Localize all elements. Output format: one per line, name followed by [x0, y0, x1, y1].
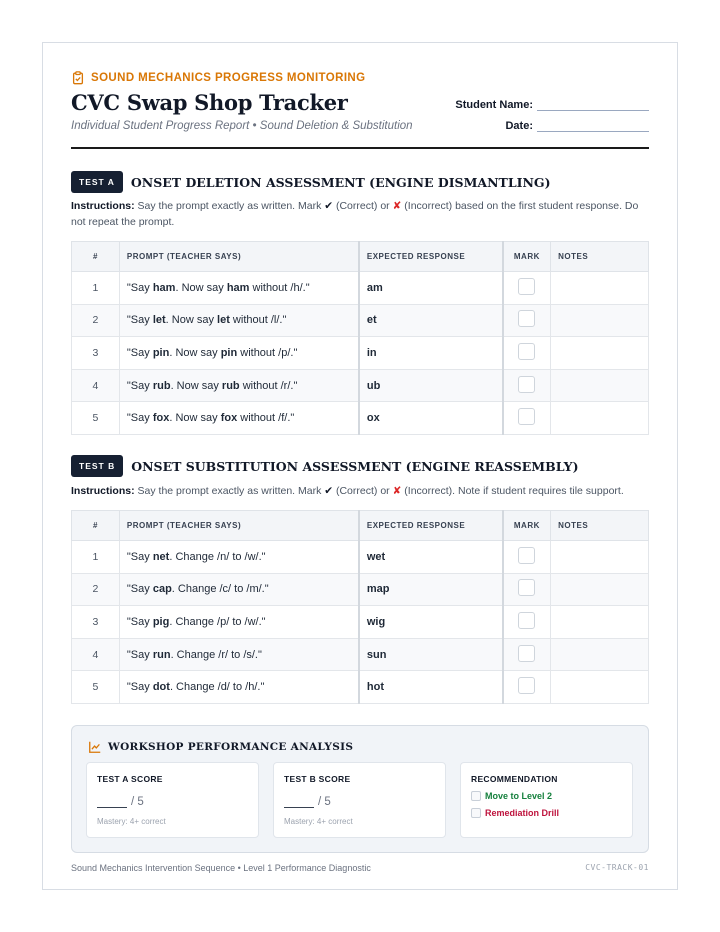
- test-a-heading: [71, 171, 551, 193]
- mark-cell: [503, 671, 551, 704]
- instructions-label: Instructions:: [71, 200, 135, 212]
- test-b-score: [284, 796, 331, 808]
- report-sheet: [42, 42, 678, 890]
- prompt-text: without /r/.": [239, 379, 298, 392]
- col-expected: EXPECTED RESPONSE: [359, 242, 503, 272]
- test-b-score-label: TEST B SCORE: [284, 774, 351, 784]
- notes-cell[interactable]: [551, 573, 649, 606]
- option-label: Remediation Drill: [485, 808, 560, 818]
- mark-checkbox[interactable]: [518, 677, 535, 694]
- col-prompt: PROMPT (TEACHER SAYS): [119, 242, 358, 272]
- instructions-text: Say the prompt exactly as written. Mark: [134, 485, 325, 497]
- mark-cell: [503, 304, 551, 337]
- row-number: 5: [72, 402, 120, 435]
- prompt-cell: [119, 369, 358, 402]
- table-row: [72, 638, 649, 671]
- table-row: [72, 573, 649, 606]
- mark-cell: [503, 541, 551, 574]
- prompt-text: . Now say: [170, 379, 222, 392]
- prompt-text: . Change /r/ to /s/.": [170, 648, 262, 661]
- expected-response: et: [359, 304, 503, 337]
- prompt-word: let: [152, 314, 166, 327]
- prompt-word: rub: [221, 379, 240, 392]
- mastery-note: Mastery: 4+ correct: [97, 817, 166, 826]
- prompt-text: . Change /p/ to /w/.": [169, 615, 266, 628]
- test-a-title: ONSET DELETION ASSESSMENT (ENGINE DISMANTLING): [130, 174, 551, 190]
- prompt-cell: [119, 337, 358, 370]
- notes-cell[interactable]: [551, 369, 649, 402]
- recommendation-label: RECOMMENDATION: [471, 774, 558, 784]
- date-label: Date:: [505, 120, 533, 132]
- test-b-title: ONSET SUBSTITUTION ASSESSMENT (ENGINE REASSEMBLY): [131, 458, 579, 474]
- instructions-label: Instructions:: [71, 485, 135, 497]
- prompt-cell: [119, 304, 358, 337]
- score-suffix: / 5: [318, 796, 331, 808]
- mark-checkbox[interactable]: [518, 645, 535, 662]
- notes-cell[interactable]: [551, 272, 649, 305]
- prompt-word: net: [152, 550, 170, 563]
- header-divider: [71, 147, 649, 149]
- checkbox[interactable]: [471, 791, 481, 801]
- mark-cell: [503, 606, 551, 639]
- student-name-label: Student Name:: [455, 99, 533, 111]
- checkbox[interactable]: [471, 808, 481, 818]
- notes-cell[interactable]: [551, 337, 649, 370]
- table-row: [72, 369, 649, 402]
- prompt-word: pin: [220, 346, 238, 359]
- prompt-word: run: [152, 648, 171, 661]
- instructions-text: Say the prompt exactly as written. Mark: [134, 200, 325, 212]
- expected-response: ox: [359, 402, 503, 435]
- prompt-text: "Say: [126, 648, 153, 661]
- student-name-field[interactable]: [455, 99, 649, 111]
- mark-checkbox[interactable]: [518, 612, 535, 629]
- prompt-text: . Now say: [169, 346, 221, 359]
- prompt-text: without /l/.": [229, 314, 287, 327]
- test-a-badge: TEST A: [71, 171, 123, 193]
- row-number: 3: [72, 337, 120, 370]
- mark-checkbox[interactable]: [518, 278, 535, 295]
- performance-analysis-panel: [71, 725, 649, 853]
- student-name-line[interactable]: [537, 102, 649, 111]
- mark-checkbox[interactable]: [518, 376, 535, 393]
- prompt-word: let: [217, 314, 230, 327]
- prompt-cell: [119, 573, 358, 606]
- table-row: [72, 337, 649, 370]
- test-a-score: [97, 796, 144, 808]
- cross-icon: ✘: [392, 485, 402, 497]
- page-subtitle: Individual Student Progress Report • Sound Deletion & Substitution: [71, 120, 413, 132]
- mark-cell: [503, 402, 551, 435]
- prompt-text: "Say: [126, 281, 153, 294]
- mark-cell: [503, 573, 551, 606]
- prompt-word: cap: [152, 583, 172, 596]
- footer-text: Sound Mechanics Intervention Sequence • Level 1 Performance Diagnostic: [71, 863, 371, 873]
- col-num: #: [72, 242, 120, 272]
- mark-checkbox[interactable]: [518, 343, 535, 360]
- score-suffix: / 5: [131, 796, 144, 808]
- table-row: [72, 671, 649, 704]
- notes-cell[interactable]: [551, 671, 649, 704]
- recommendation-option-level2[interactable]: [471, 791, 552, 801]
- prompt-text: . Change /n/ to /w/.": [169, 550, 266, 563]
- prompt-text: "Say: [126, 615, 153, 628]
- prompt-word: fox: [220, 412, 238, 425]
- prompt-cell: [119, 402, 358, 435]
- date-line[interactable]: [537, 123, 649, 132]
- analysis-heading: [88, 740, 353, 754]
- test-b-instructions: [71, 483, 649, 499]
- prompt-text: . Change /c/ to /m/.": [171, 583, 269, 596]
- col-num: #: [72, 511, 120, 541]
- col-mark: MARK: [503, 242, 551, 272]
- recommendation-card: [460, 762, 633, 838]
- prompt-word: ham: [152, 281, 176, 294]
- prompt-text: "Say: [126, 346, 153, 359]
- table-header-row: [72, 242, 649, 272]
- prompt-word: rub: [152, 379, 171, 392]
- prompt-text: "Say: [126, 379, 153, 392]
- prompt-text: "Say: [126, 583, 153, 596]
- mastery-note: Mastery: 4+ correct: [284, 817, 353, 826]
- prompt-word: dot: [152, 681, 170, 694]
- notes-cell[interactable]: [551, 304, 649, 337]
- chart-line-icon: [88, 740, 102, 754]
- notes-cell[interactable]: [551, 638, 649, 671]
- option-label: Move to Level 2: [485, 791, 553, 801]
- mark-cell: [503, 337, 551, 370]
- expected-response: wet: [359, 541, 503, 574]
- prompt-text: . Change /d/ to /h/.": [169, 681, 265, 694]
- mark-checkbox[interactable]: [518, 579, 535, 596]
- notes-cell[interactable]: [551, 402, 649, 435]
- check-icon: ✔: [324, 485, 334, 497]
- row-number: 4: [72, 638, 120, 671]
- expected-response: hot: [359, 671, 503, 704]
- prompt-cell: [119, 272, 358, 305]
- prompt-text: without /f/.": [237, 412, 295, 425]
- prompt-word: fox: [152, 412, 170, 425]
- expected-response: am: [359, 272, 503, 305]
- prompt-text: without /h/.": [249, 281, 310, 294]
- prompt-text: "Say: [126, 314, 153, 327]
- table-row: [72, 606, 649, 639]
- test-a-score-card: [86, 762, 259, 838]
- instructions-text: (Correct) or: [333, 200, 393, 212]
- kicker-text: SOUND MECHANICS PROGRESS MONITORING: [91, 72, 366, 84]
- prompt-text: . Now say: [169, 412, 221, 425]
- document-code: CVC-TRACK-01: [585, 863, 649, 872]
- expected-response: map: [359, 573, 503, 606]
- prompt-text: without /p/.": [237, 346, 298, 359]
- expected-response: ub: [359, 369, 503, 402]
- row-number: 1: [72, 541, 120, 574]
- instructions-text: (Correct) or: [333, 485, 393, 497]
- clipboard-check-icon: [71, 71, 85, 85]
- prompt-text: "Say: [126, 550, 153, 563]
- mark-checkbox[interactable]: [518, 547, 535, 564]
- expected-response: in: [359, 337, 503, 370]
- table-header-row: [72, 511, 649, 541]
- col-expected: EXPECTED RESPONSE: [359, 511, 503, 541]
- instructions-text: (Incorrect) based on the first student response. Do not repeat the prompt.: [71, 200, 639, 228]
- test-b-badge: TEST B: [71, 455, 123, 477]
- row-number: 3: [72, 606, 120, 639]
- row-number: 1: [72, 272, 120, 305]
- analysis-title: WORKSHOP PERFORMANCE ANALYSIS: [108, 741, 354, 753]
- table-row: [72, 402, 649, 435]
- test-b-heading: [71, 455, 579, 477]
- prompt-text: "Say: [126, 412, 153, 425]
- recommendation-option-remediation[interactable]: [471, 808, 559, 818]
- cross-icon: ✘: [392, 200, 402, 212]
- col-notes: NOTES: [551, 242, 649, 272]
- test-a-score-blank[interactable]: [97, 797, 127, 808]
- prompt-word: pig: [152, 615, 170, 628]
- instructions-text: (Incorrect). Note if student requires tile support.: [401, 485, 624, 497]
- test-a-score-label: TEST A SCORE: [97, 774, 163, 784]
- expected-response: sun: [359, 638, 503, 671]
- mark-checkbox[interactable]: [518, 408, 535, 425]
- prompt-cell: [119, 671, 358, 704]
- check-icon: ✔: [324, 200, 334, 212]
- mark-cell: [503, 638, 551, 671]
- prompt-cell: [119, 541, 358, 574]
- prompt-text: . Now say: [165, 314, 218, 327]
- mark-checkbox[interactable]: [518, 310, 535, 327]
- table-row: [72, 541, 649, 574]
- test-b-score-card: [273, 762, 446, 838]
- mark-cell: [503, 369, 551, 402]
- prompt-text: . Now say: [175, 281, 227, 294]
- test-b-score-blank[interactable]: [284, 797, 314, 808]
- prompt-text: "Say: [126, 681, 153, 694]
- prompt-cell: [119, 606, 358, 639]
- table-row: [72, 304, 649, 337]
- report-kicker: [71, 71, 365, 85]
- row-number: 5: [72, 671, 120, 704]
- expected-response: wig: [359, 606, 503, 639]
- table-row: [72, 272, 649, 305]
- prompt-word: ham: [226, 281, 250, 294]
- col-prompt: PROMPT (TEACHER SAYS): [119, 511, 358, 541]
- test-a-instructions: [71, 198, 649, 230]
- row-number: 2: [72, 573, 120, 606]
- col-notes: NOTES: [551, 511, 649, 541]
- row-number: 4: [72, 369, 120, 402]
- mark-cell: [503, 272, 551, 305]
- page-title: CVC Swap Shop Tracker: [71, 90, 348, 115]
- test-a-table: [71, 241, 649, 435]
- notes-cell[interactable]: [551, 541, 649, 574]
- prompt-cell: [119, 638, 358, 671]
- test-b-table: [71, 510, 649, 704]
- row-number: 2: [72, 304, 120, 337]
- notes-cell[interactable]: [551, 606, 649, 639]
- prompt-word: pin: [152, 346, 170, 359]
- col-mark: MARK: [503, 511, 551, 541]
- date-field[interactable]: [505, 120, 649, 132]
